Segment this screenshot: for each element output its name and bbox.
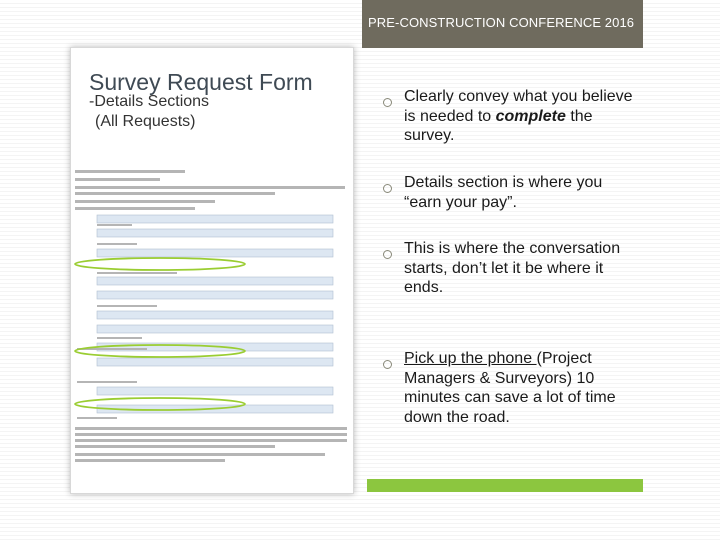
form-subtitle-2: (All Requests)	[95, 113, 196, 130]
bullet-marker-2	[383, 184, 392, 193]
bullet-1-text: Clearly convey what you believe is needed to	[404, 88, 633, 125]
bullet-marker-1	[383, 98, 392, 107]
bullet-marker-3	[383, 250, 392, 259]
form-title: Survey Request Form	[89, 69, 313, 95]
bullet-text-2: Details section is where you “earn your pay”.	[404, 174, 603, 211]
bullet-text-1	[404, 87, 640, 146]
header-box	[362, 0, 643, 48]
bullet-4-tail: (Project Managers & Surveyors) 10 minutes can save a lot of time down the road.	[404, 350, 616, 426]
bullet-1-emphasis: complete	[495, 107, 566, 125]
pick-up-phone-link[interactable]: Pick up the phone	[404, 350, 537, 367]
accent-bar	[367, 479, 643, 492]
form-subtitle-1: -Details Sections	[89, 93, 210, 110]
bullet-text-4	[404, 349, 640, 427]
header-title: PRE-CONSTRUCTION CONFERENCE 2016	[368, 15, 635, 30]
bullet-1-tail: the survey.	[404, 107, 593, 144]
bullet-marker-4	[383, 360, 392, 369]
bullet-text-3: This is where the conversation starts, don’t let it be where it ends.	[404, 240, 621, 296]
survey-form-image	[72, 165, 352, 490]
